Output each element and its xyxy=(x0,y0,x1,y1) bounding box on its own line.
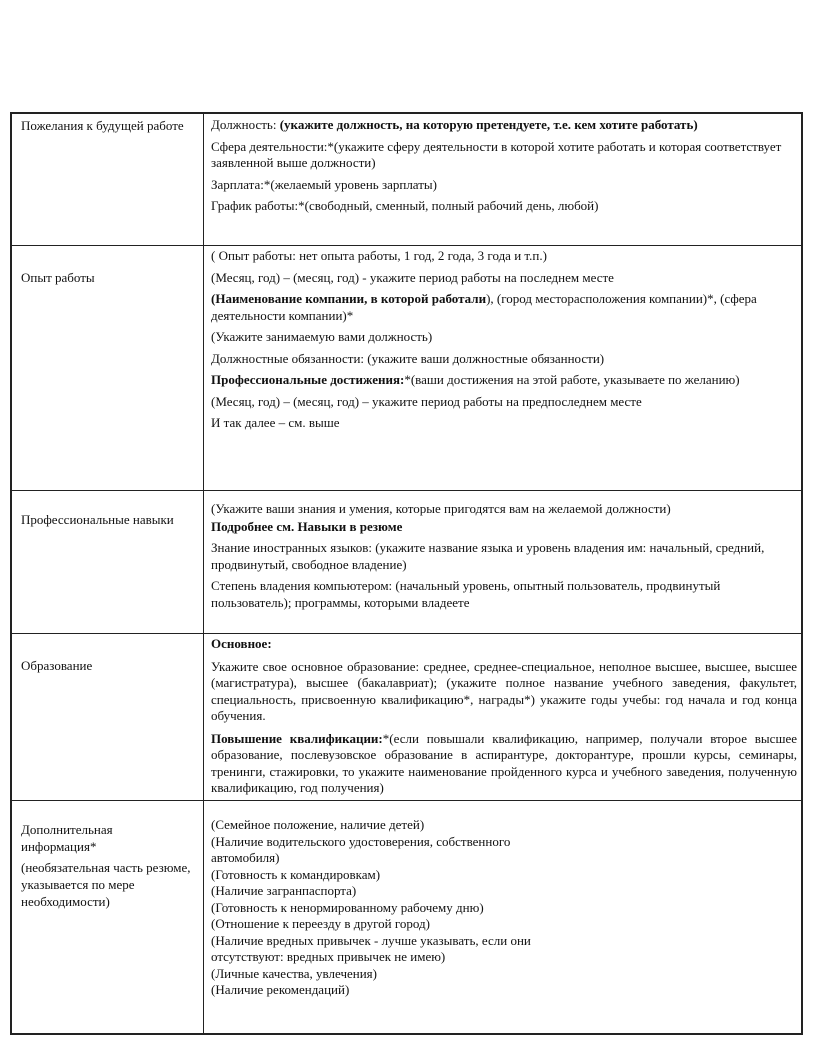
info-line: (Готовность к ненормированному рабочему дню) xyxy=(211,899,484,915)
row-content xyxy=(211,636,797,802)
experience-summary: ( Опыт работы: нет опыта работы, 1 год, 2 года, 3 года и т.п.) xyxy=(211,248,547,263)
info-line: (Семейное положение, наличие детей) xyxy=(211,817,425,832)
info-line: отсутствуют: вредных привычек не имею) xyxy=(211,949,446,964)
position-line: Должность: (укажите должность, на которую претендуете, т.е. кем хотите работать) xyxy=(211,117,698,132)
computer-line: Степень владения компьютером: (начальный уровень, опытный пользователь, продвинутый пользователь); программы, которыми владеете xyxy=(211,578,721,610)
row-additional-info xyxy=(12,800,801,1033)
info-line: автомобиля) xyxy=(211,850,280,865)
row-work-experience xyxy=(12,245,801,491)
salary-line: Зарплата:*(желаемый уровень зарплаты) xyxy=(211,176,437,192)
info-line: (Готовность к командировкам) xyxy=(211,866,381,882)
schedule-line: График работы:*(свободный, сменный, полный рабочий день, любой) xyxy=(211,198,599,213)
row-content xyxy=(211,501,797,616)
info-line: (Наличие водительского удостоверения, собственного xyxy=(211,833,511,849)
period-last: (Месяц, год) – (месяц, год) - укажите период работы на последнем месте xyxy=(211,269,614,285)
period-previous: (Месяц, год) – (месяц, год) – укажите период работы на предпоследнем месте xyxy=(211,393,642,409)
resume-table xyxy=(10,112,803,1035)
row-professional-skills xyxy=(12,490,801,634)
info-line: (Наличие загранпаспорта) xyxy=(211,883,357,898)
additional-info-title: Дополнительная информация* xyxy=(21,822,113,854)
achievements-line: Профессиональные достижения:*(ваши достижения на этой работе, указываете по желанию) xyxy=(211,372,740,387)
duties-line: Должностные обязанности: (укажите ваши должностные обязанности) xyxy=(211,350,605,366)
qualification-line: Повышение квалификации:*(если повышали квалификацию, например, получали второе высшее образование, послевузовское образование в аспирантуре, докторантуре, прошли курсы, семинары, тренинги, стажировки, то укажите наименование пройденного курса и учебного заведения, полученную квалификацию, год получения) xyxy=(211,730,797,795)
education-main-heading: Основное: xyxy=(211,636,272,651)
company-line: (Наименование компании, в которой работали), (город месторасположения компании)*, (сфера деятельности компании)* xyxy=(211,291,757,323)
row-content xyxy=(211,817,571,999)
row-content xyxy=(211,248,797,437)
row-label: Профессиональные навыки xyxy=(21,512,174,527)
row-label: Образование xyxy=(21,658,93,673)
row-label: Пожелания к будущей работе xyxy=(21,118,184,133)
row-label xyxy=(21,821,191,910)
info-line: (Личные качества, увлечения) xyxy=(211,965,377,981)
and-so-on: И так далее – см. выше xyxy=(211,415,340,430)
skills-intro: (Укажите ваши знания и умения, которые пригодятся вам на желаемой должности) xyxy=(211,501,671,516)
row-job-wishes xyxy=(12,114,801,246)
education-main-text: Укажите свое основное образование: среднее, среднее-специальное, неполное высшее, высшее, высшее (магистратура), высшее (бакалавриат); (укажите полное название учебного заведения, факультет, специальность, присвоенную квалификацию*, награды*) укажите годы учебы: год начала и год конца обучения. xyxy=(211,658,797,723)
sphere-line: Сфера деятельности:*(укажите сферу деятельности в которой хотите работать и которая соответствует заявленной выше должности) xyxy=(211,138,782,170)
info-line: (Наличие вредных привычек - лучше указывать, если они xyxy=(211,932,531,948)
languages-line: Знание иностранных языков: (укажите название языка и уровень владения им: начальный, средний, продвинутый, свободное владение) xyxy=(211,540,765,572)
additional-info-note: (необязательная часть резюме, указывается по мере необходимости) xyxy=(21,860,191,909)
position-held: (Укажите занимаемую вами должность) xyxy=(211,329,433,344)
info-line: (Наличие рекомендаций) xyxy=(211,982,350,997)
info-line: (Отношение к переезду в другой город) xyxy=(211,916,430,931)
row-label: Опыт работы xyxy=(21,270,95,285)
skills-more: Подробнее см. Навыки в резюме xyxy=(211,518,403,534)
row-education xyxy=(12,633,801,801)
row-content xyxy=(211,117,797,220)
